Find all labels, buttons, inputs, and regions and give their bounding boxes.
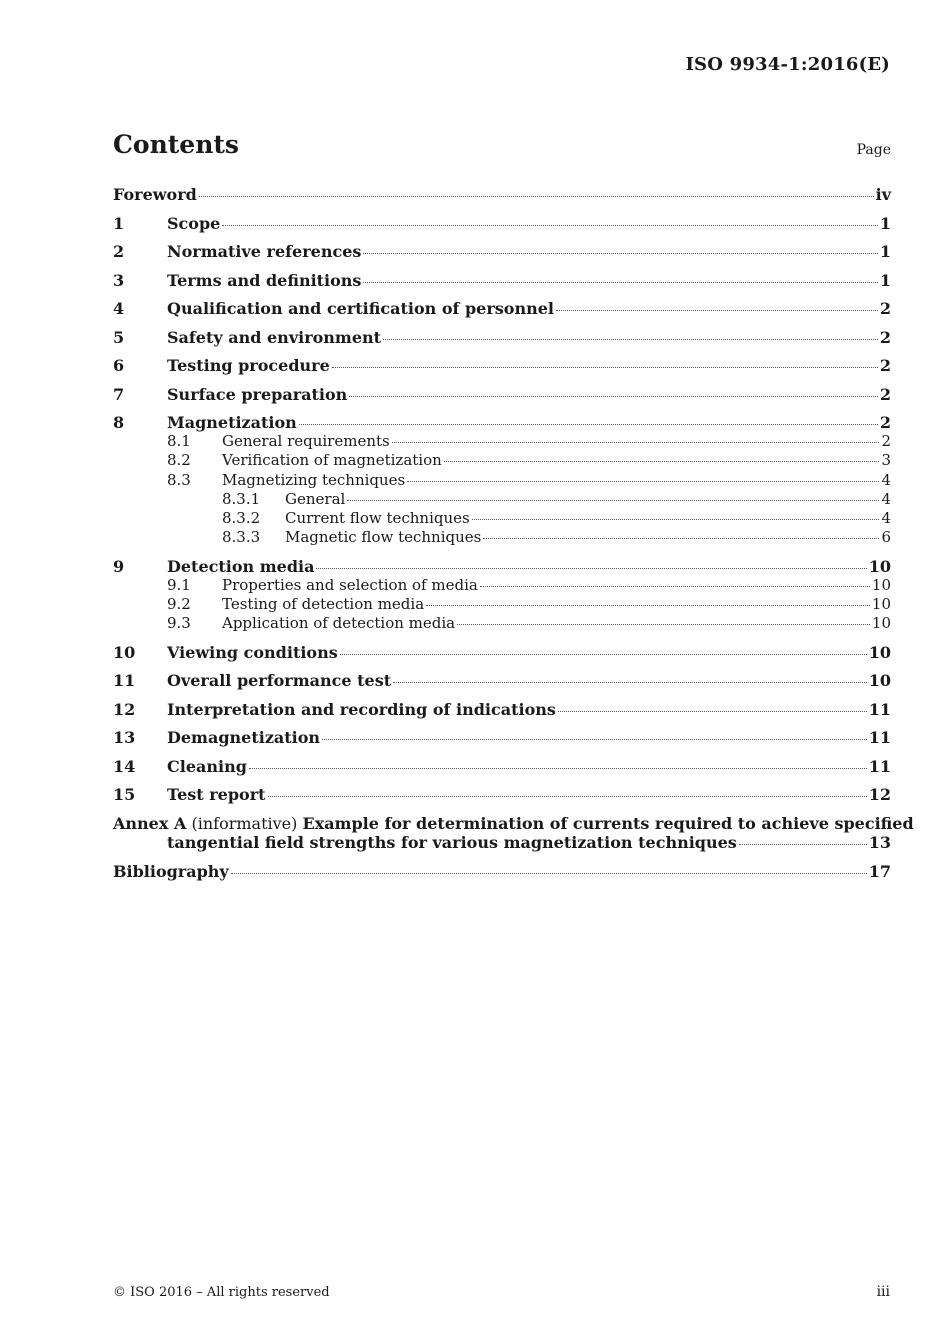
toc-entry-8-3[interactable] — [113, 471, 891, 490]
toc-entry-number: 8 — [113, 413, 125, 432]
toc-entry-number: 10 — [113, 642, 136, 662]
toc-entry-number: 8.2 — [167, 451, 191, 470]
toc-entry-title: Normative references — [167, 242, 362, 261]
toc-entry-title: Overall performance test — [167, 671, 392, 691]
toc-entry-9-1[interactable] — [113, 576, 891, 595]
toc-entry-page: 2 — [879, 327, 891, 347]
toc-entry-safety[interactable] — [113, 328, 891, 347]
dot-leader — [739, 844, 867, 845]
toc-entry-viewing-conditions[interactable] — [113, 643, 891, 662]
toc-entry-title: Scope — [167, 213, 221, 233]
toc-entry-page: iv — [875, 185, 891, 204]
toc-entry-title: Interpretation and recording of indications — [167, 699, 556, 719]
toc-entry-page: 1 — [879, 242, 891, 261]
toc-entry-title: Cleaning — [167, 756, 247, 776]
toc-entry-number: 7 — [113, 384, 125, 404]
dot-leader — [393, 682, 867, 683]
dot-leader — [347, 500, 879, 501]
dot-leader — [316, 568, 866, 569]
toc-entry-qualification[interactable] — [113, 299, 891, 318]
toc-entry-page: 4 — [881, 470, 891, 489]
dot-leader — [199, 196, 874, 197]
toc-entry-number: 1 — [113, 213, 125, 233]
toc-entry-number: 9.2 — [167, 595, 191, 614]
toc-entry-number: 4 — [113, 299, 125, 318]
toc-entry-title: Testing of detection media — [222, 595, 425, 614]
toc-entry-magnetization[interactable] — [113, 413, 891, 432]
toc-entry-title: Magnetic flow techniques — [285, 528, 482, 547]
toc-entry-8-2[interactable] — [113, 451, 891, 470]
toc-entry-page: 2 — [879, 413, 891, 432]
toc-entry-page: 4 — [881, 509, 891, 528]
toc-entry-8-3-1[interactable] — [113, 490, 891, 509]
toc-entry-number: 8.3.3 — [222, 528, 261, 547]
dot-leader — [383, 339, 878, 340]
toc-entry-title: Terms and definitions — [167, 270, 362, 290]
annex-title-line1: Example for determination of currents required to achieve specified — [302, 813, 914, 833]
toc-entry-title: Current flow techniques — [285, 509, 470, 528]
toc-entry-title: Safety and environment — [167, 327, 382, 347]
dot-leader — [231, 873, 867, 874]
toc-entry-number: 2 — [113, 242, 125, 261]
toc-entry-page: 11 — [868, 728, 891, 748]
dot-leader — [363, 253, 877, 254]
toc-entry-number: 14 — [113, 756, 136, 776]
annex-informative-tag: (informative) — [191, 813, 298, 833]
toc-entry-number: 9 — [113, 556, 125, 576]
dot-leader — [556, 310, 878, 311]
dot-leader — [483, 538, 879, 539]
toc-entry-title: Verification of magnetization — [222, 451, 442, 470]
toc-entry-annex-a[interactable] — [113, 813, 914, 853]
toc-entry-title: Test report — [167, 785, 266, 805]
toc-entry-page: 2 — [879, 384, 891, 404]
dot-leader — [340, 654, 867, 655]
toc-entry-page: 2 — [881, 432, 891, 451]
toc-entry-page: 11 — [868, 699, 891, 719]
toc-entry-title: Foreword — [113, 185, 197, 204]
dot-leader — [457, 624, 870, 625]
toc-entry-page: 1 — [879, 213, 891, 233]
toc-entry-number: 12 — [113, 699, 136, 719]
toc-entry-surface-preparation[interactable] — [113, 385, 891, 404]
dot-leader — [426, 605, 870, 606]
toc-entry-8-1[interactable] — [113, 432, 891, 451]
dot-leader — [222, 225, 878, 226]
toc-entry-page: 10 — [871, 575, 891, 594]
toc-entry-title: Application of detection media — [222, 614, 456, 633]
toc-entry-testing-procedure[interactable] — [113, 356, 891, 375]
toc-entry-number: 8.1 — [167, 432, 191, 451]
dot-leader — [558, 711, 867, 712]
toc-entry-number: 15 — [113, 785, 136, 805]
dot-leader — [322, 739, 867, 740]
toc-entry-page: 11 — [868, 756, 891, 776]
toc-entry-title: Demagnetization — [167, 728, 321, 748]
toc-entry-number: 8.3 — [167, 470, 191, 489]
toc-entry-page: 6 — [881, 528, 891, 547]
toc-entry-8-3-2[interactable] — [113, 509, 891, 528]
toc-entry-page: 10 — [868, 671, 891, 691]
toc-entry-title: General requirements — [222, 432, 390, 451]
toc-entry-page: 10 — [868, 556, 891, 576]
dot-leader — [407, 481, 879, 482]
toc-entry-title: Surface preparation — [167, 384, 348, 404]
toc-entry-number: 11 — [113, 671, 136, 691]
toc-entry-overall-performance-test[interactable] — [113, 671, 891, 690]
document-id: ISO 9934-1:2016(E) — [685, 54, 890, 75]
toc-entry-number: 6 — [113, 356, 125, 375]
toc-entry-interpretation[interactable] — [113, 700, 891, 719]
footer-page-number: iii — [876, 1284, 890, 1300]
dot-leader — [480, 586, 870, 587]
toc-entry-8-3-3[interactable] — [113, 528, 891, 547]
annex-title-line2: tangential field strengths for various magnetization techniques — [167, 833, 737, 853]
toc-entry-9-3[interactable] — [113, 614, 891, 633]
toc-entry-page: 13 — [868, 833, 891, 853]
contents-header — [113, 130, 891, 170]
toc-entry-foreword[interactable] — [113, 185, 891, 204]
dot-leader — [472, 519, 880, 520]
toc-entry-number: 9.1 — [167, 575, 191, 594]
footer-copyright: © ISO 2016 – All rights reserved — [113, 1285, 330, 1300]
toc-entry-demagnetization[interactable] — [113, 728, 891, 747]
toc-entry-bibliography[interactable] — [113, 862, 891, 881]
toc-entry-page: 4 — [881, 489, 891, 508]
toc-entry-normative-references[interactable] — [113, 242, 891, 261]
toc-entry-title: Magnetization — [167, 413, 297, 432]
toc-entry-title: Magnetizing techniques — [222, 470, 406, 489]
toc-entry-9-2[interactable] — [113, 595, 891, 614]
toc-entry-terms-and-definitions[interactable] — [113, 271, 891, 290]
toc-entry-page: 2 — [879, 356, 891, 375]
toc-entry-title: Viewing conditions — [167, 642, 338, 662]
toc-entry-number: 9.3 — [167, 614, 191, 633]
toc-entry-title: Bibliography — [113, 861, 229, 881]
toc-entry-page: 10 — [868, 642, 891, 662]
dot-leader — [249, 768, 867, 769]
page-column-label: Page — [856, 142, 891, 158]
dot-leader — [349, 396, 878, 397]
toc-entry-cleaning[interactable] — [113, 757, 891, 776]
toc-entry-number: 8.3.2 — [222, 509, 261, 528]
dot-leader — [363, 282, 877, 283]
toc-entry-number: 3 — [113, 270, 125, 290]
toc-entry-page: 10 — [871, 614, 891, 633]
toc-entry-page: 17 — [868, 861, 891, 881]
toc-entry-title: General — [285, 489, 346, 508]
toc-entry-number: 13 — [113, 728, 136, 748]
toc-entry-title: Detection media — [167, 556, 315, 576]
toc-entry-title: Testing procedure — [167, 356, 330, 375]
toc-entry-scope[interactable] — [113, 214, 891, 233]
toc-entry-page: 12 — [868, 785, 891, 805]
toc-entry-title: Properties and selection of media — [222, 575, 478, 594]
dot-leader — [392, 442, 880, 443]
toc-entry-page: 10 — [871, 595, 891, 614]
dot-leader — [332, 367, 878, 368]
dot-leader — [299, 424, 878, 425]
toc-entry-page: 1 — [879, 270, 891, 290]
toc-entry-page: 2 — [879, 299, 891, 318]
dot-leader — [444, 461, 880, 462]
contents-title: Contents — [113, 130, 240, 159]
toc-entry-test-report[interactable] — [113, 785, 891, 804]
toc-entry-title: Qualification and certification of personnel — [167, 299, 554, 318]
annex-label: Annex A — [113, 813, 187, 833]
toc-entry-page: 3 — [881, 451, 891, 470]
table-of-contents — [113, 185, 914, 881]
toc-entry-number: 8.3.1 — [222, 489, 261, 508]
toc-entry-number: 5 — [113, 327, 125, 347]
dot-leader — [268, 796, 867, 797]
toc-entry-detection-media[interactable] — [113, 557, 891, 576]
